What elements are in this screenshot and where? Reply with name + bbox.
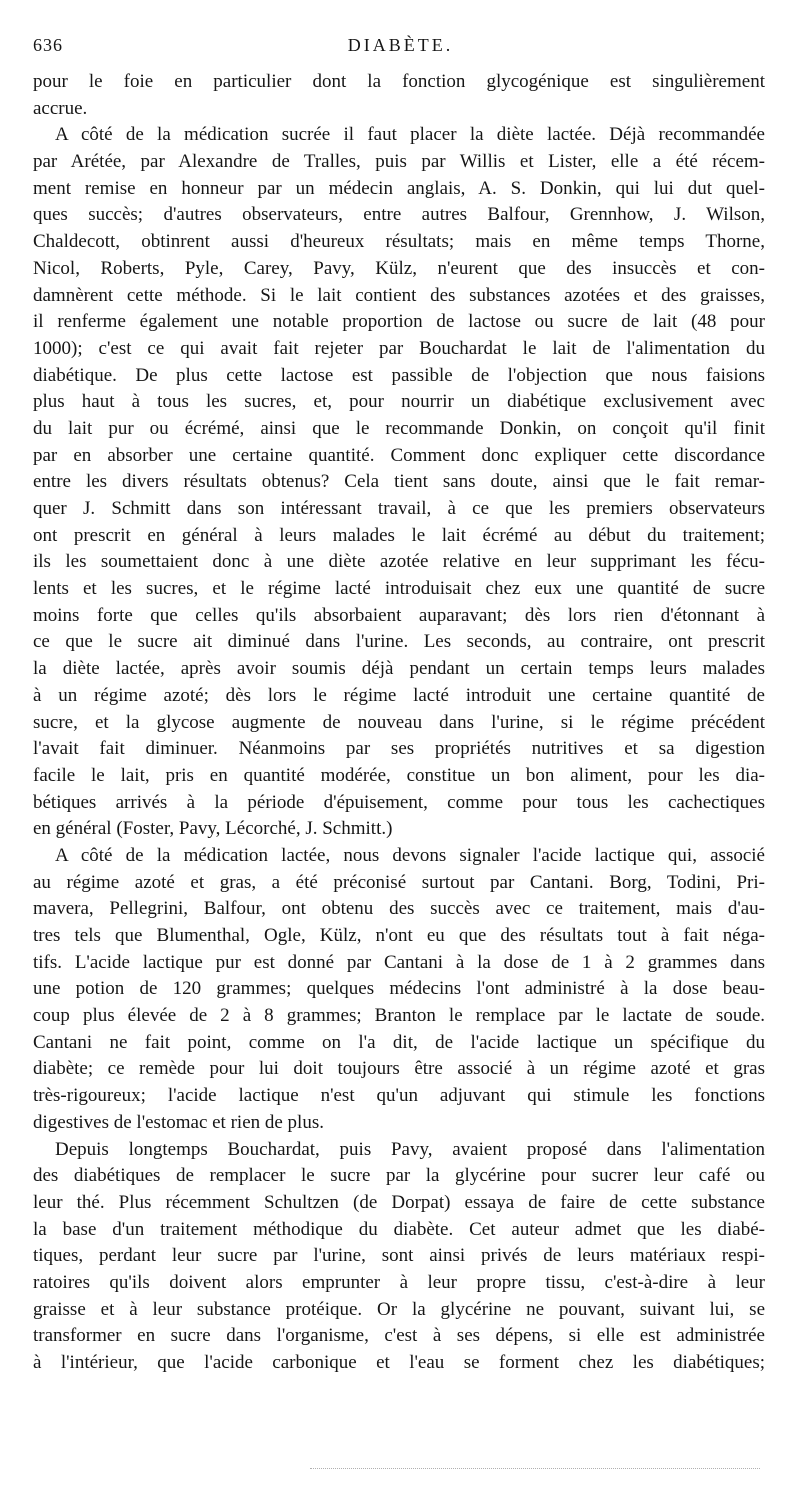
- text-line: la base d'un traitement méthodique du diabète. Cet auteur admet que les diabé-: [33, 1218, 765, 1240]
- text-line: une potion de 120 grammes; quelques médecins l'ont administré à la dose beau-: [33, 978, 765, 1000]
- text-line: tiques, perdant leur sucre par l'urine, sont ainsi privés de leurs matériaux respi-: [33, 1245, 765, 1267]
- text-line: au régime azoté et gras, a été préconisé surtout par Cantani. Borg, Todini, Pri-: [33, 871, 765, 893]
- body-text: [33, 69, 765, 1377]
- text-line: ont prescrit en général à leurs malades le lait écrémé au début du traitement;: [33, 524, 765, 546]
- text-line: des diabétiques de remplacer le sucre par la glycérine pour sucrer leur café ou: [33, 1165, 765, 1187]
- running-title: DIABÈTE.: [347, 35, 454, 55]
- text-line: graisse et à leur substance protéique. Or la glycérine ne pouvant, suivant lui, se: [33, 1298, 765, 1320]
- footer-dotted-rule: [310, 1468, 760, 1469]
- text-line: en général (Foster, Pavy, Lécorché, J. Schmitt.): [33, 818, 393, 840]
- text-line: Nicol, Roberts, Pyle, Carey, Pavy, Külz, n'eurent que des insuccès et con-: [33, 257, 765, 279]
- text-line: A côté de la médication lactée, nous devons signaler l'acide lactique qui, associé: [55, 844, 765, 866]
- text-line: 1000); c'est ce qui avait fait rejeter par Bouchardat le lait de l'alimentation du: [33, 337, 765, 359]
- text-line: tres tels que Blumenthal, Ogle, Külz, n'ont eu que des résultats tout à fait néga-: [33, 925, 765, 946]
- text-line: damnèrent cette méthode. Si le lait contient des substances azotées et des graisses,: [33, 284, 765, 306]
- text-line: entre les divers résultats obtenus? Cela tient sans doute, ainsi que le fait remar-: [33, 471, 765, 493]
- text-line: plus haut à tous les sucres, et, pour nourrir un diabétique exclusivement avec: [33, 391, 765, 413]
- text-line: quer J. Schmitt dans son intéressant travail, à ce que les premiers observateurs: [33, 498, 765, 519]
- text-line: accrue.: [33, 97, 88, 119]
- text-line: tifs. L'acide lactique pur est donné par Cantani à la dose de 1 à 2 grammes dans: [33, 951, 765, 973]
- text-line: ment remise en honneur par un médecin anglais, A. S. Donkin, qui lui dut quel-: [33, 177, 765, 199]
- text-line: ce que le sucre ait diminué dans l'urine. Les seconds, au contraire, ont prescrit: [33, 631, 765, 653]
- text-line: à un régime azoté; dès lors le régime lacté introduit une certaine quantité de: [33, 684, 765, 706]
- text-line: par Arétée, par Alexandre de Tralles, puis par Willis et Lister, elle a été récem-: [33, 151, 765, 173]
- text-line: ratoires qu'ils doivent alors emprunter à leur propre tissu, c'est-à-dire à leur: [33, 1271, 765, 1293]
- text-line: moins forte que celles qu'ils absorbaient auparavant; dès lors rien d'étonnant à: [33, 604, 765, 626]
- text-line: l'avait fait diminuer. Néanmoins par ses propriétés nutritives et sa digestion: [33, 738, 765, 760]
- text-line: Chaldecott, obtinrent aussi d'heureux résultats; mais en même temps Thorne,: [33, 231, 765, 253]
- text-line: à l'intérieur, que l'acide carbonique et l'eau se forment chez les diabétiques;: [33, 1352, 765, 1373]
- text-line: lents et les sucres, et le régime lacté introduisait chez eux une quantité de sucre: [33, 578, 765, 600]
- text-line: très-rigoureux; l'acide lactique n'est qu'un adjuvant qui stimule les fonctions: [33, 1085, 765, 1107]
- text-line: mavera, Pellegrini, Balfour, ont obtenu des succès avec ce traitement, mais d'au-: [33, 898, 765, 920]
- text-line: diabétique. De plus cette lactose est passible de l'objection que nous faisions: [33, 364, 765, 386]
- text-line: facile le lait, pris en quantité modérée, constitue un bon aliment, pour les dia-: [33, 764, 765, 786]
- text-line: leur thé. Plus récemment Schultzen (de Dorpat) essaya de faire de cette substance: [33, 1191, 765, 1213]
- page-number: 636: [33, 35, 63, 55]
- text-line: digestives de l'estomac et rien de plus.: [33, 1111, 324, 1133]
- text-line: ils les soumettaient donc à une diète azotée relative en leur supprimant les fécu-: [33, 551, 765, 573]
- text-line: du lait pur ou écrémé, ainsi que le recommande Donkin, on conçoit qu'il finit: [33, 417, 765, 439]
- text-line: Depuis longtemps Bouchardat, puis Pavy, avaient proposé dans l'alimentation: [55, 1138, 765, 1160]
- text-line: transformer en sucre dans l'organisme, c'est à ses dépens, si elle est administrée: [33, 1325, 765, 1347]
- text-line: pour le foie en particulier dont la fonction glycogénique est singulièrement: [33, 71, 765, 92]
- text-line: sucre, et la glycose augmente de nouveau dans l'urine, si le régime précédent: [33, 711, 765, 733]
- text-line: par en absorber une certaine quantité. Comment donc expliquer cette discordance: [33, 444, 765, 466]
- text-line: Cantani ne fait point, comme on l'a dit, de l'acide lactique un spécifique du: [33, 1031, 765, 1053]
- running-header: [33, 30, 768, 60]
- text-line: il renferme également une notable proportion de lactose ou sucre de lait (48 pour: [33, 311, 765, 333]
- text-line: A côté de la médication sucrée il faut placer la diète lactée. Déjà recommandée: [55, 124, 765, 146]
- text-line: la diète lactée, après avoir soumis déjà pendant un certain temps leurs malades: [33, 658, 765, 680]
- text-line: ques succès; d'autres observateurs, entre autres Balfour, Grennhow, J. Wilson,: [33, 204, 765, 226]
- text-line: diabète; ce remède pour lui doit toujours être associé à un régime azoté et gras: [33, 1058, 765, 1080]
- text-line: bétiques arrivés à la période d'épuisement, comme pour tous les cachectiques: [33, 791, 765, 813]
- text-line: coup plus élevée de 2 à 8 grammes; Branton le remplace par le lactate de soude.: [33, 1005, 765, 1027]
